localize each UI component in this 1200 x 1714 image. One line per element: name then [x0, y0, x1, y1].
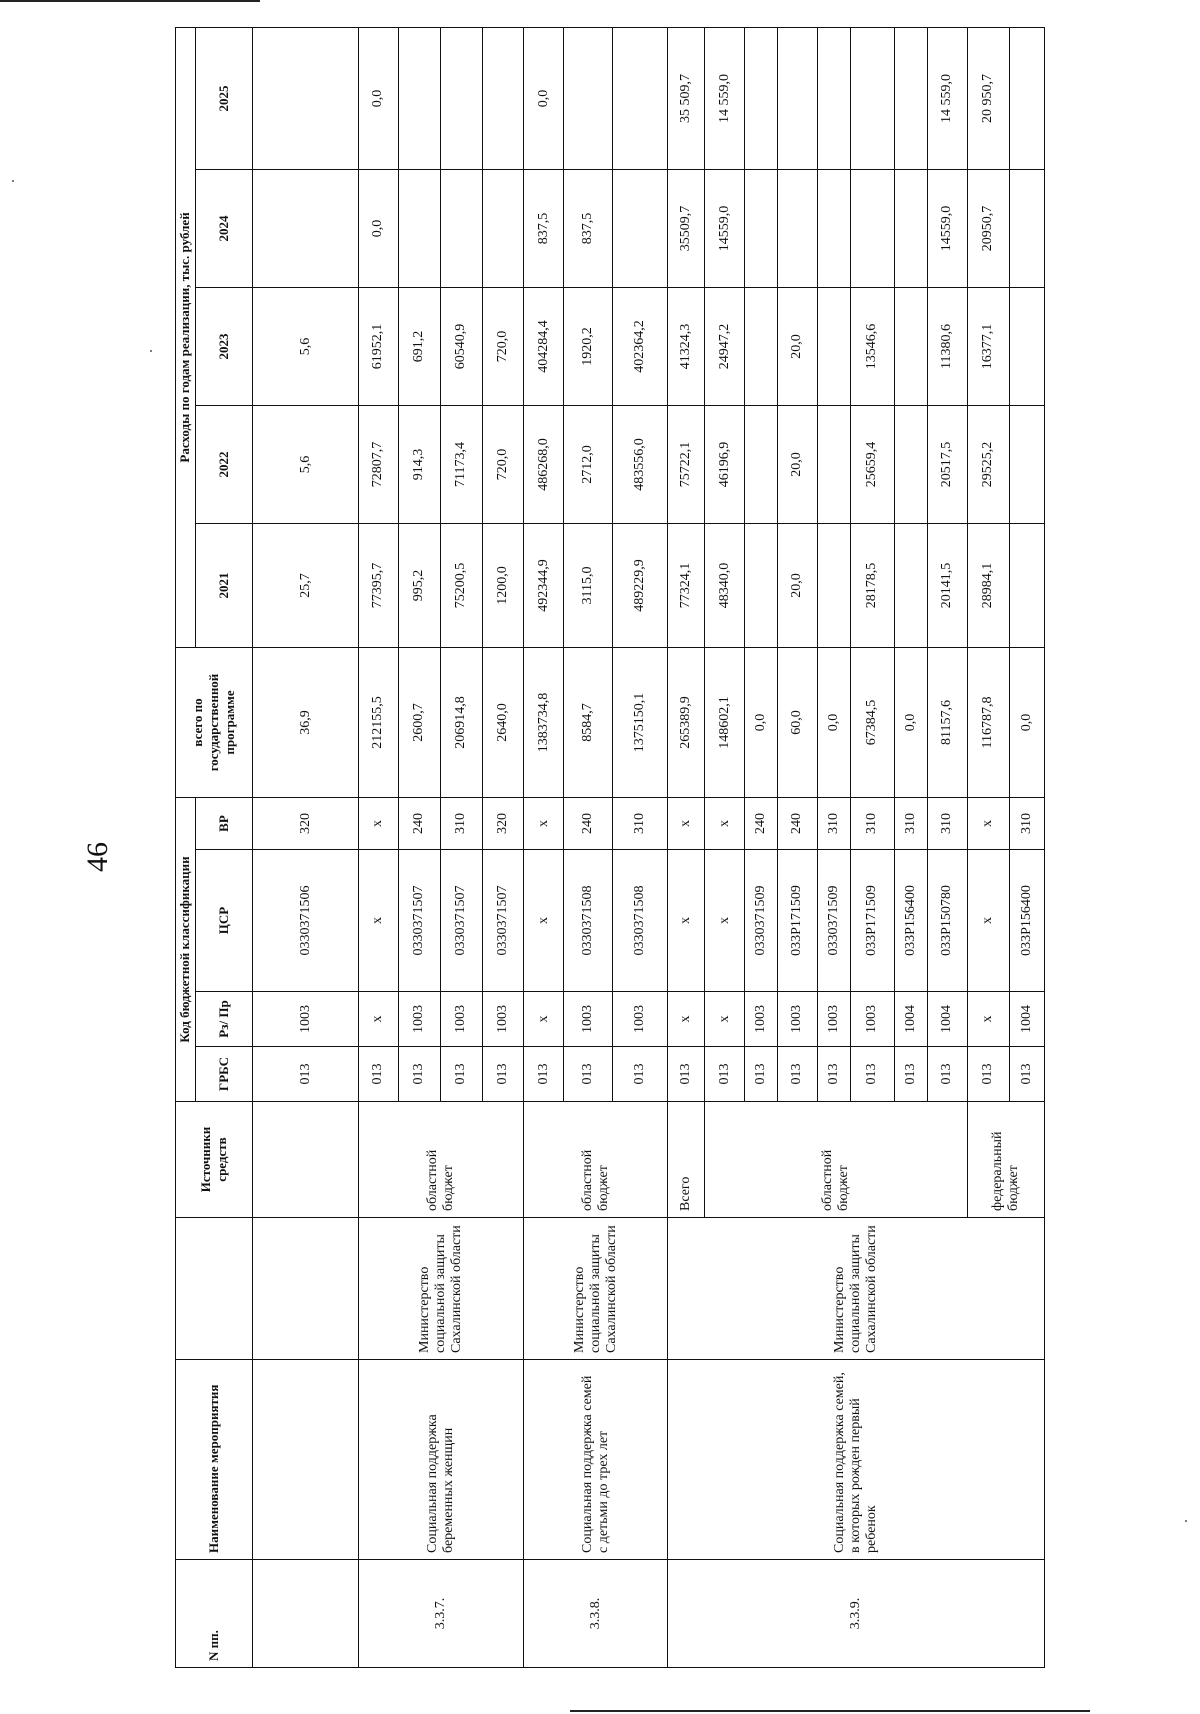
cell-2021: 20,0: [777, 523, 817, 647]
header-name: Наименование мероприятия: [176, 1360, 253, 1560]
cell-total: 265389,9: [667, 647, 704, 797]
item-source: областной бюджет: [359, 1102, 524, 1218]
scan-edge-bottom: [570, 1710, 1090, 1712]
cell-csr: 033P150780: [927, 850, 967, 992]
item-name: Социальная поддержка беременных женщин: [359, 1360, 524, 1560]
header-2023: 2023: [195, 287, 252, 405]
cell-2024: [440, 169, 482, 287]
cell-empty: [253, 1218, 359, 1360]
cell-2021: 48340,0: [705, 523, 745, 647]
table-row: [359, 27, 399, 1667]
cell-2021: [744, 523, 777, 647]
cell-grbs: 013: [777, 1047, 817, 1102]
cell-2021: [1009, 523, 1044, 647]
cell-csr: 033P156400: [894, 850, 927, 992]
cell-empty: [253, 1360, 359, 1560]
cell-2024: [482, 169, 524, 287]
cell-2021: 492344,9: [524, 523, 564, 647]
cell-2024: 837,5: [564, 169, 613, 287]
cell-vr: 320: [482, 797, 524, 849]
cell-total: 0,0: [744, 647, 777, 797]
cell-2025: [398, 27, 440, 169]
cell-vr: 240: [777, 797, 817, 849]
item-executor: Министерство социальной защиты Сахалинской области: [524, 1218, 667, 1360]
cell-2022: 486268,0: [524, 405, 564, 523]
cell-2024: [612, 169, 667, 287]
cell-2023: 24947,2: [705, 287, 745, 405]
cell-vr: 240: [744, 797, 777, 849]
header-2021: 2021: [195, 523, 252, 647]
header-n: N пп.: [176, 1560, 253, 1668]
cell-vr: x: [967, 797, 1009, 849]
cell-rzpr: 1003: [777, 992, 817, 1047]
cell-2021: 75200,5: [440, 523, 482, 647]
cell-grbs: 013: [524, 1047, 564, 1102]
cell-total: 2600,7: [398, 647, 440, 797]
item-number: 3.3.8.: [524, 1560, 667, 1668]
table-row: [524, 27, 564, 1667]
cell-csr: 0330371508: [612, 850, 667, 992]
cell-csr: 0330371507: [440, 850, 482, 992]
cell-csr: 0330371506: [253, 850, 359, 992]
cell-grbs: 013: [398, 1047, 440, 1102]
cell-2022: 483556,0: [612, 405, 667, 523]
cell-2023: 11380,6: [927, 287, 967, 405]
cell-2022: 46196,9: [705, 405, 745, 523]
cell-grbs: 013: [817, 1047, 850, 1102]
item-executor: Министерство социальной защиты Сахалинской области: [667, 1218, 1044, 1360]
cell-grbs: 013: [667, 1047, 704, 1102]
item-executor: Министерство социальной защиты Сахалинской области: [359, 1218, 524, 1360]
cell-2021: 3115,0: [564, 523, 613, 647]
cell-grbs: 013: [850, 1047, 894, 1102]
cell-2025: [817, 27, 850, 169]
cell-2025: [744, 27, 777, 169]
cell-2025: [777, 27, 817, 169]
cell-2021: 995,2: [398, 523, 440, 647]
cell-2025: 0,0: [524, 27, 564, 169]
header-years-group: Расходы по годам реализации, тыс. рублей: [176, 27, 196, 647]
cell-2023: 60540,9: [440, 287, 482, 405]
cell-csr: x: [359, 850, 399, 992]
cell-rzpr: 1004: [894, 992, 927, 1047]
header-2022: 2022: [195, 405, 252, 523]
cell-empty: [253, 1102, 359, 1218]
cell-total: 206914,8: [440, 647, 482, 797]
cell-2022: [744, 405, 777, 523]
cell-total: 0,0: [894, 647, 927, 797]
cell-rzpr: x: [705, 992, 745, 1047]
cell-2025: [850, 27, 894, 169]
cell-2024: [850, 169, 894, 287]
cell-2021: [817, 523, 850, 647]
cell-2023: 41324,3: [667, 287, 704, 405]
header-grbs: ГРБС: [195, 1047, 252, 1102]
cell-csr: 033P171509: [850, 850, 894, 992]
cell-2023: 20,0: [777, 287, 817, 405]
header-2024: 2024: [195, 169, 252, 287]
cell-2022: 72807,7: [359, 405, 399, 523]
cell-2024: [398, 169, 440, 287]
cell-total: 1383734,8: [524, 647, 564, 797]
scan-edge-top: [0, 0, 260, 2]
cell-2024: 0,0: [359, 169, 399, 287]
cell-2022: [1009, 405, 1044, 523]
cell-total: 1375150,1: [612, 647, 667, 797]
cell-grbs: 013: [967, 1047, 1009, 1102]
cell-2022: 71173,4: [440, 405, 482, 523]
cell-total: 0,0: [817, 647, 850, 797]
cell-rzpr: 1003: [440, 992, 482, 1047]
cell-2024: [744, 169, 777, 287]
header-csr: ЦСР: [195, 850, 252, 992]
cell-csr: 0330371509: [744, 850, 777, 992]
cell-2022: 5,6: [253, 405, 359, 523]
cell-vr: 310: [1009, 797, 1044, 849]
cell-csr: 0330371507: [482, 850, 524, 992]
cell-rzpr: x: [667, 992, 704, 1047]
cell-2021: [894, 523, 927, 647]
cell-csr: x: [524, 850, 564, 992]
cell-2023: 5,6: [253, 287, 359, 405]
cell-2021: 25,7: [253, 523, 359, 647]
cell-rzpr: 1004: [1009, 992, 1044, 1047]
cell-vr: x: [667, 797, 704, 849]
cell-vr: x: [524, 797, 564, 849]
cell-2024: [894, 169, 927, 287]
cell-empty: [253, 1560, 359, 1668]
cell-2024: 14559,0: [705, 169, 745, 287]
header-total: всего по государственной программе: [176, 647, 253, 797]
cell-vr: 310: [850, 797, 894, 849]
cell-2025: [564, 27, 613, 169]
cell-grbs: 013: [705, 1047, 745, 1102]
cell-2023: 61952,1: [359, 287, 399, 405]
cell-grbs: 013: [564, 1047, 613, 1102]
cell-2024: 20950,7: [967, 169, 1009, 287]
cell-2023: [894, 287, 927, 405]
cell-2022: 20517,5: [927, 405, 967, 523]
item-source-regional: областной бюджет: [705, 1102, 967, 1218]
table-row: [667, 27, 704, 1667]
cell-2024: [1009, 169, 1044, 287]
cell-grbs: 013: [612, 1047, 667, 1102]
cell-2022: 914,3: [398, 405, 440, 523]
cell-2025: 14 559,0: [927, 27, 967, 169]
cell-2021: 20141,5: [927, 523, 967, 647]
cell-total: 81157,6: [927, 647, 967, 797]
cell-2025: 14 559,0: [705, 27, 745, 169]
page-number: 46: [81, 842, 114, 872]
cell-2023: [1009, 287, 1044, 405]
budget-table: [175, 27, 1045, 1668]
cell-grbs: 013: [1009, 1047, 1044, 1102]
cell-rzpr: 1003: [850, 992, 894, 1047]
cell-2024: [777, 169, 817, 287]
cell-vr: 310: [894, 797, 927, 849]
cell-2023: 13546,6: [850, 287, 894, 405]
cell-vr: 240: [564, 797, 613, 849]
cell-total: 148602,1: [705, 647, 745, 797]
cell-rzpr: 1004: [927, 992, 967, 1047]
cell-2025: [894, 27, 927, 169]
cell-vr: 310: [612, 797, 667, 849]
item-number: 3.3.7.: [359, 1560, 524, 1668]
cell-csr: 033P171509: [777, 850, 817, 992]
scan-speck: [150, 350, 152, 352]
cell-2022: 75722,1: [667, 405, 704, 523]
cell-grbs: 013: [359, 1047, 399, 1102]
cell-csr: x: [667, 850, 704, 992]
cell-rzpr: x: [524, 992, 564, 1047]
cell-vr: 240: [398, 797, 440, 849]
cell-csr: 0330371507: [398, 850, 440, 992]
cell-grbs: 013: [744, 1047, 777, 1102]
cell-vr: 310: [440, 797, 482, 849]
cell-rzpr: x: [359, 992, 399, 1047]
cell-2025: [612, 27, 667, 169]
cell-rzpr: 1003: [564, 992, 613, 1047]
cell-csr: 033P156400: [1009, 850, 1044, 992]
cell-total: 8584,7: [564, 647, 613, 797]
cell-total: 36,9: [253, 647, 359, 797]
cell-2025: 35 509,7: [667, 27, 704, 169]
cell-csr: 0330371509: [817, 850, 850, 992]
cell-2023: 720,0: [482, 287, 524, 405]
cell-2024: 837,5: [524, 169, 564, 287]
item-source-federal: федеральный бюджет: [967, 1102, 1044, 1218]
cell-2025: [1009, 27, 1044, 169]
cell-2024: 35509,7: [667, 169, 704, 287]
cell-2023: 16377,1: [967, 287, 1009, 405]
cell-2021: 489229,9: [612, 523, 667, 647]
cell-2025: 0,0: [359, 27, 399, 169]
cell-total: 0,0: [1009, 647, 1044, 797]
scan-speck: [1185, 1520, 1187, 1522]
table-body: [176, 27, 1045, 1667]
cell-2023: 1920,2: [564, 287, 613, 405]
cell-2022: 20,0: [777, 405, 817, 523]
cell-2023: 402364,2: [612, 287, 667, 405]
cell-rzpr: 1003: [253, 992, 359, 1047]
cell-csr: 0330371508: [564, 850, 613, 992]
header-vr: ВР: [195, 797, 252, 849]
header-rzpr: Рз/ Пр: [195, 992, 252, 1047]
cell-2023: [744, 287, 777, 405]
item-name: Социальная поддержка семей, в которых рожден первый ребенок: [667, 1360, 1044, 1560]
cell-vr: 310: [927, 797, 967, 849]
cell-2025: [253, 27, 359, 169]
cell-grbs: 013: [482, 1047, 524, 1102]
cell-2023: 691,2: [398, 287, 440, 405]
cell-2025: [440, 27, 482, 169]
cell-2022: [817, 405, 850, 523]
cell-vr: 320: [253, 797, 359, 849]
cell-total: 2640,0: [482, 647, 524, 797]
cell-total: 60,0: [777, 647, 817, 797]
header-2025: 2025: [195, 27, 252, 169]
cell-rzpr: 1003: [612, 992, 667, 1047]
cell-2024: [817, 169, 850, 287]
cell-2022: 29525,2: [967, 405, 1009, 523]
cell-2023: 404284,4: [524, 287, 564, 405]
cell-rzpr: 1003: [398, 992, 440, 1047]
cell-total: 212155,5: [359, 647, 399, 797]
cell-2024: [253, 169, 359, 287]
cell-total: 116787,8: [967, 647, 1009, 797]
cell-2022: 720,0: [482, 405, 524, 523]
cell-csr: x: [705, 850, 745, 992]
cell-2021: 1200,0: [482, 523, 524, 647]
header-source: Источники средств: [176, 1102, 253, 1218]
cell-2022: 25659,4: [850, 405, 894, 523]
cell-grbs: 013: [894, 1047, 927, 1102]
cell-2021: 28984,1: [967, 523, 1009, 647]
cell-2022: 2712,0: [564, 405, 613, 523]
cell-2025: [482, 27, 524, 169]
cell-2023: [817, 287, 850, 405]
cell-2021: 28178,5: [850, 523, 894, 647]
header-code-group: Код бюджетной классификации: [176, 797, 196, 1101]
item-number: 3.3.9.: [667, 1560, 1044, 1668]
rotated-table-wrapper: [175, 28, 1045, 1668]
item-source: областной бюджет: [524, 1102, 667, 1218]
cell-2021: 77395,7: [359, 523, 399, 647]
cell-csr: x: [967, 850, 1009, 992]
header-executor: [176, 1218, 253, 1360]
cell-2024: 14559,0: [927, 169, 967, 287]
item-name: Социальная поддержка семей с детьми до трех лет: [524, 1360, 667, 1560]
cell-2025: 20 950,7: [967, 27, 1009, 169]
cell-2022: [894, 405, 927, 523]
cell-vr: x: [359, 797, 399, 849]
cell-total: 67384,5: [850, 647, 894, 797]
cell-grbs: 013: [253, 1047, 359, 1102]
cell-rzpr: x: [967, 992, 1009, 1047]
cell-grbs: 013: [927, 1047, 967, 1102]
cell-vr: x: [705, 797, 745, 849]
cell-2021: 77324,1: [667, 523, 704, 647]
cell-vr: 310: [817, 797, 850, 849]
scan-speck: [12, 180, 14, 182]
cell-rzpr: 1003: [482, 992, 524, 1047]
cell-rzpr: 1003: [817, 992, 850, 1047]
table-row: [253, 27, 359, 1667]
cell-grbs: 013: [440, 1047, 482, 1102]
item-source-total: Всего: [667, 1102, 704, 1218]
cell-rzpr: 1003: [744, 992, 777, 1047]
